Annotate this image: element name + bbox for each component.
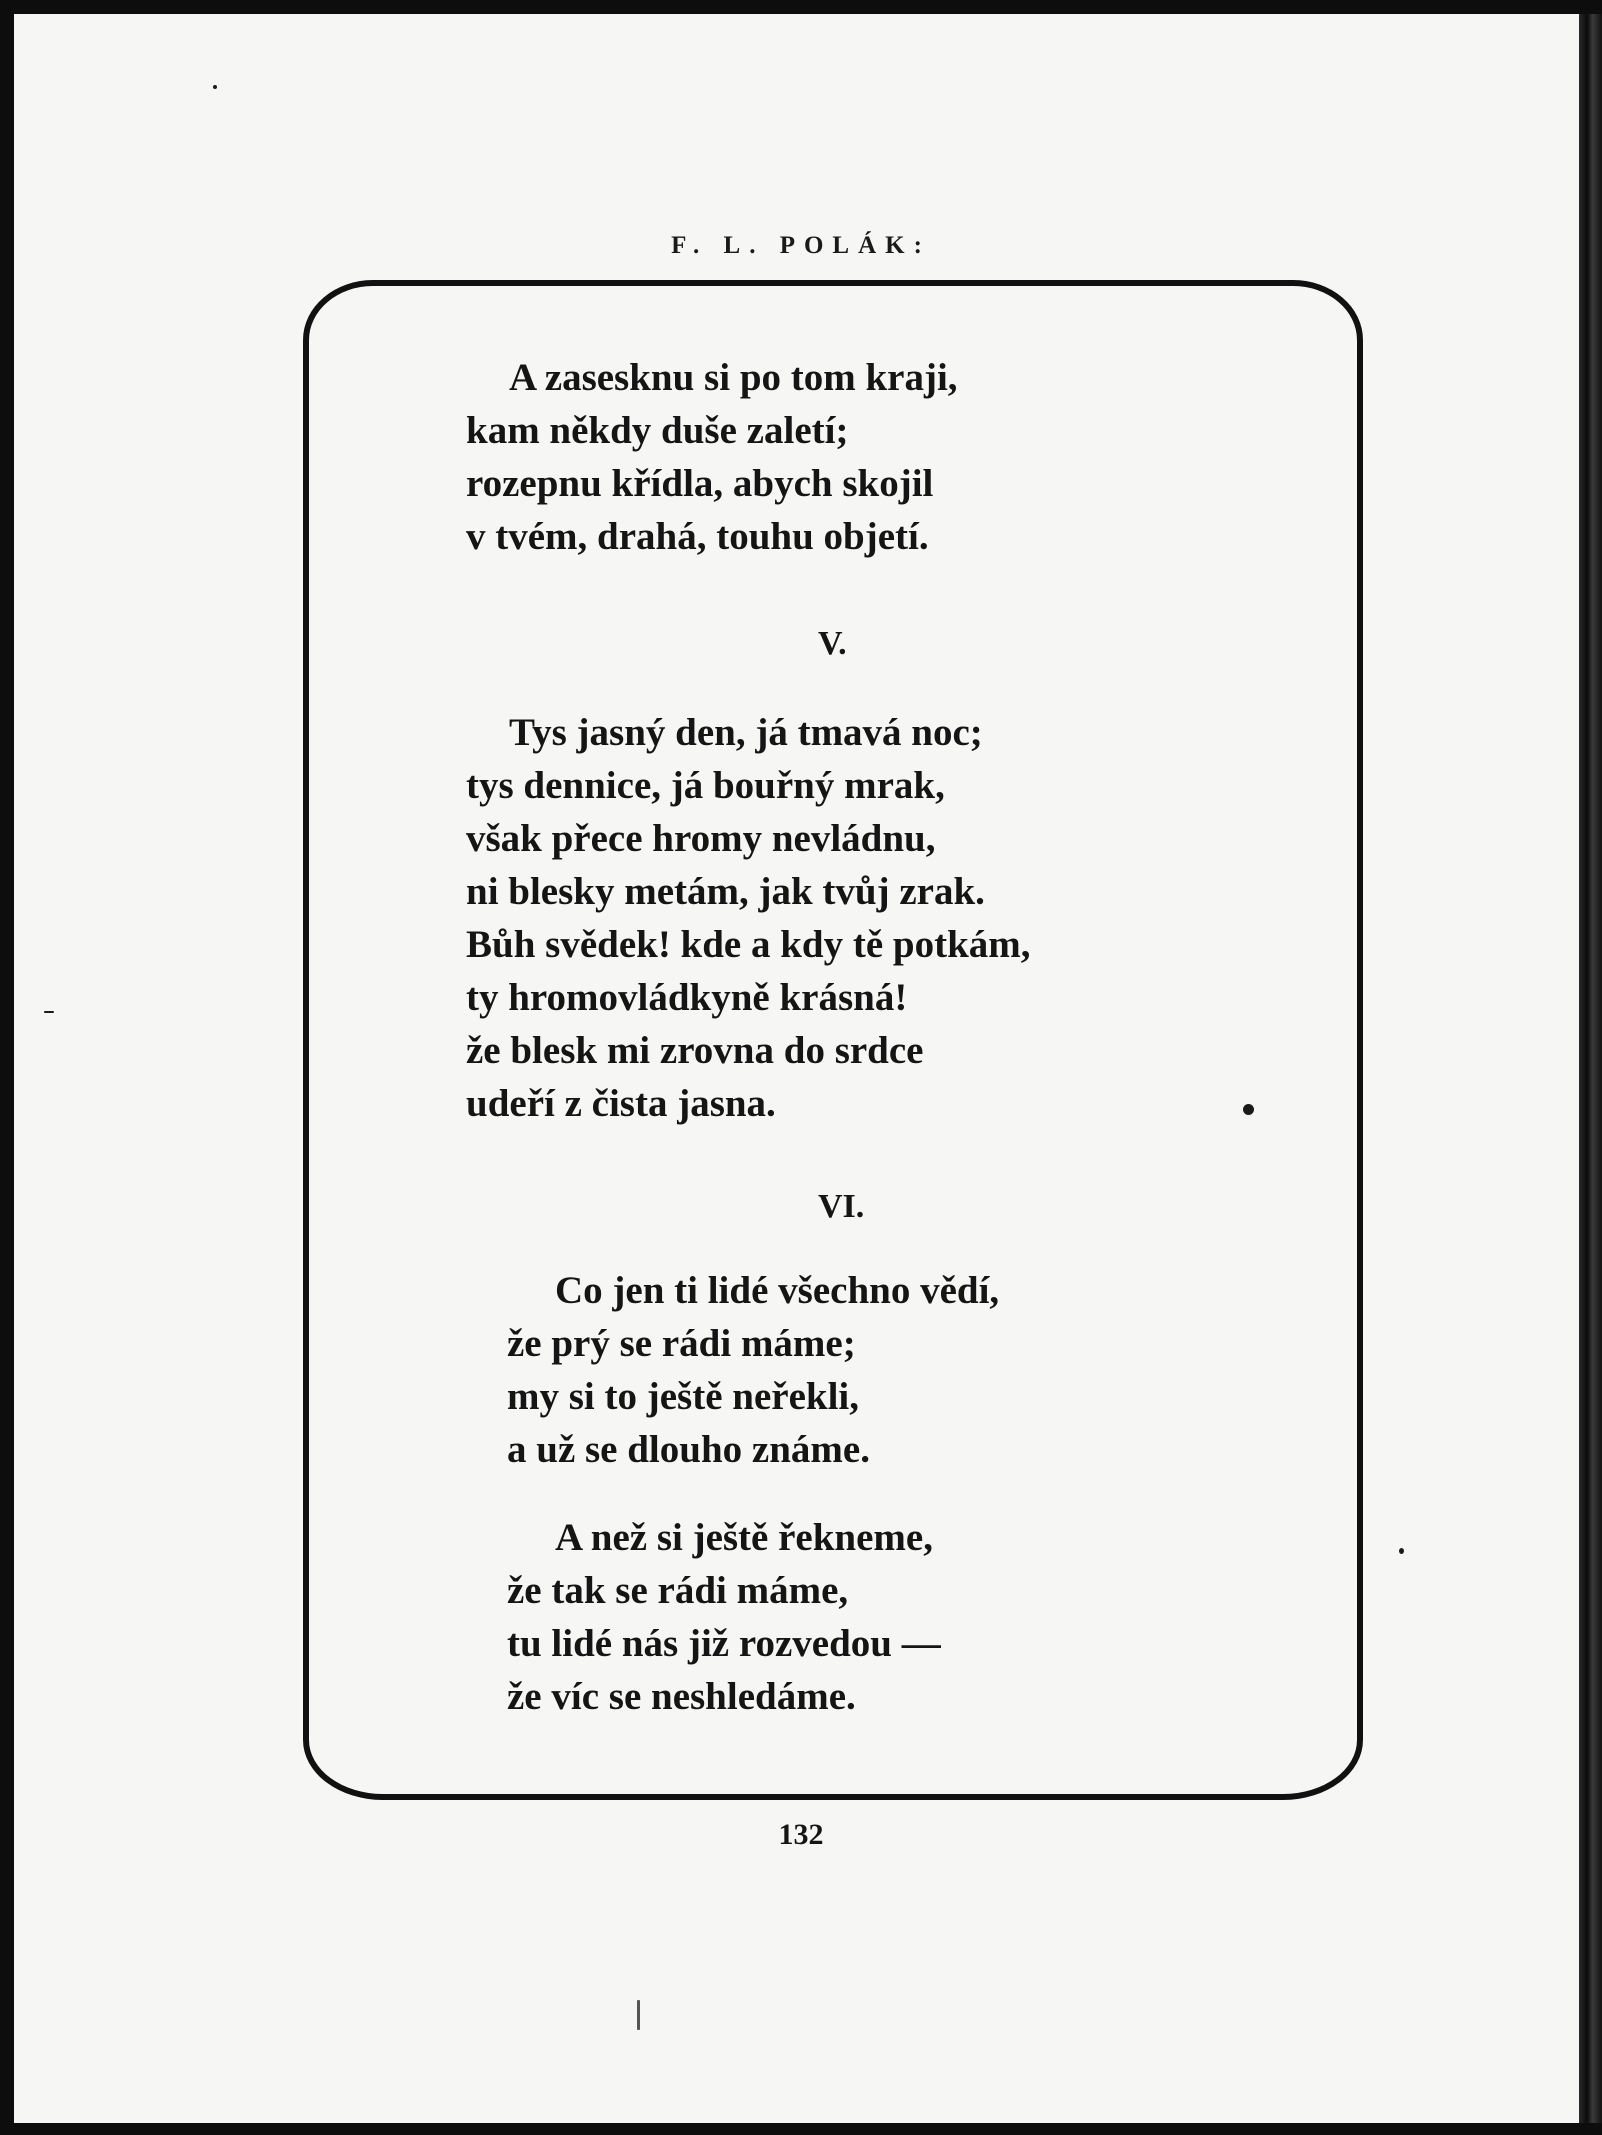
ink-speck: [1399, 1548, 1404, 1554]
section-numeral-v: V.: [818, 625, 847, 662]
poem-line: ni blesky metám, jak tvůj zrak.: [466, 870, 985, 913]
poem-line: kam někdy duše zaletí;: [466, 409, 849, 452]
running-head: F. L. POLÁK:: [671, 232, 931, 259]
poem-line: však přece hromy nevládnu,: [466, 817, 936, 860]
poem-line: v tvém, drahá, touhu objetí.: [466, 515, 929, 558]
poem-line: že blesk mi zrovna do srdce: [466, 1029, 924, 1072]
poem-line: rozepnu křídla, abych skojil: [466, 462, 934, 505]
book-binding-edge: [1579, 14, 1602, 2123]
poem-line: tu lidé nás již rozvedou —: [507, 1622, 941, 1665]
poem-line: Co jen ti lidé všechno vědí,: [555, 1269, 1000, 1312]
poem-line: že tak se rádi máme,: [507, 1569, 849, 1612]
section-numeral-vi: VI.: [818, 1188, 865, 1225]
ink-speck: [637, 2000, 640, 2030]
poem-line: a už se dlouho známe.: [507, 1428, 870, 1471]
ink-speck: [213, 85, 217, 89]
poem-line: ty hromovládkyně krásná!: [466, 976, 908, 1019]
poem-line: A než si ještě řekneme,: [555, 1516, 933, 1559]
page-number: 132: [778, 1818, 824, 1851]
poem-line: udeří z čista jasna.: [466, 1082, 776, 1125]
ink-speck: [44, 1011, 54, 1013]
poem-line: Bůh svědek! kde a kdy tě potkám,: [466, 923, 1031, 966]
poem-line: tys dennice, já bouřný mrak,: [466, 764, 945, 807]
poem-line: že víc se neshledáme.: [507, 1675, 856, 1718]
poem-line: Tys jasný den, já tmavá noc;: [509, 711, 983, 754]
poem-line: my si to ještě neřekli,: [507, 1375, 859, 1418]
poem-line: A zasesknu si po tom kraji,: [509, 356, 958, 399]
poem-line: že prý se rádi máme;: [507, 1322, 856, 1365]
ink-speck: [1243, 1104, 1254, 1115]
